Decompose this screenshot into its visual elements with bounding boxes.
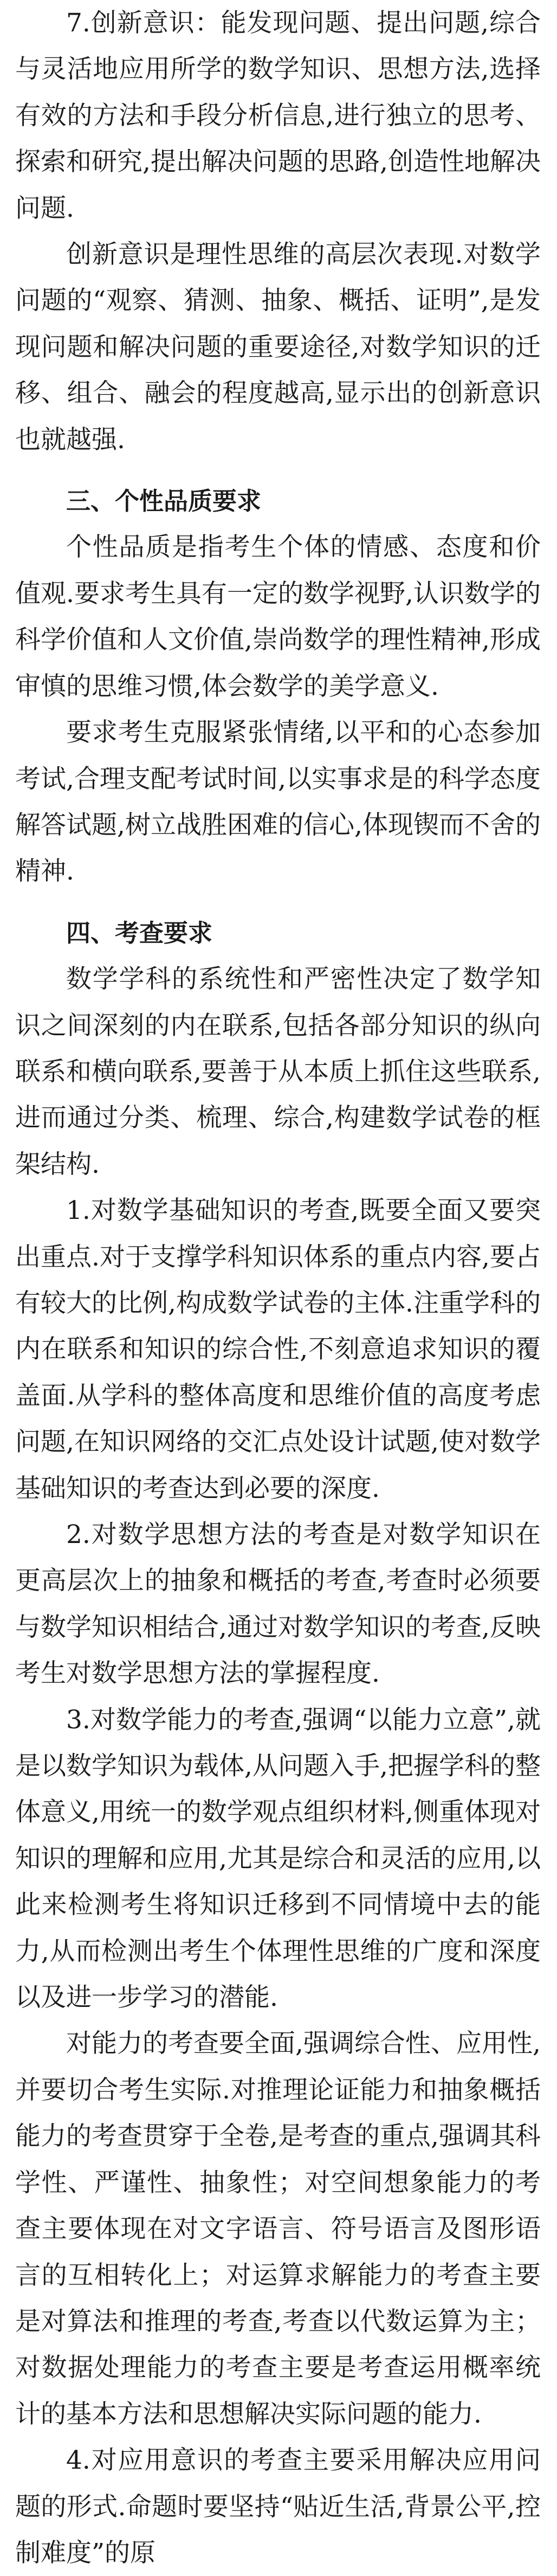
paragraph-thinking-methods: 2.对数学思想方法的考查是对数学知识在更高层次上的抽象和概括的考查,考查时必须要与数学知识相结合,通过对数学知识的考查,反映考生对数学思想方法的掌握程度. (15, 1520, 541, 1689)
paragraph-innovation-detail: 创新意识是理性思维的高层次表现.对数学问题的“观察、猜测、抽象、概括、证明”,是发现问题和解决问题的重要途径,对数学知识的迁移、组合、融会的程度越高,显示出的创新意识也就越强. (15, 240, 541, 455)
paragraph-application: 4.对应用意识的考查主要采用解决应用问题的形式.命题时要坚持“贴近生活,背景公平,控制难度”的原 (15, 2445, 541, 2568)
spacer (15, 895, 541, 902)
paragraph-innovation: 7.创新意识：能发现问题、提出问题,综合与灵活地应用所学的数学知识、思想方法,选择有效的方法和手段分析信息,进行独立的思考、探索和研究,提出解决问题的思路,创造性地解决问题. (15, 8, 541, 223)
section-heading-personality: 三、个性品质要求 (66, 487, 262, 516)
paragraph-ability: 3.对数学能力的考查,强调“以能力立意”,就是以数学知识为载体,从问题入手,把握学科的整体意义,用统一的数学观点组织材料,侧重体现对知识的理解和应用,尤其是综合和灵活的应用,以此来检测考生将知识迁移到不同情境中去的能力,从而检测出考生个体理性思维的广度和深度以及进一步学习的潜能. (15, 1705, 541, 2013)
paragraph-ability-detail: 对能力的考查要全面,强调综合性、应用性,并要切合考生实际.对推理论证能力和抽象概括能力的考查贯穿于全卷,是考查的重点,强调其科学性、严谨性、抽象性；对空间想象能力的考查主要体现在对文字语言、符号语言及图形语言的互相转化上；对运算求解能力的考查主要是对算法和推理的考查,考查以代数运算为主；对数据处理能力的考查主要是考查运用概率统计的基本方法和思想解决实际问题的能力. (15, 2029, 541, 2429)
paragraph-exam-attitude: 要求考生克服紧张情绪,以平和的心态参加考试,合理支配考试时间,以实事求是的科学态度解答试题,树立战胜困难的信心,体现锲而不舍的精神. (15, 718, 541, 887)
paragraph-personality: 个性品质是指考生个体的情感、态度和价值观.要求考生具有一定的数学视野,认识数学的科学价值和人文价值,崇尚数学的理性精神,形成审慎的思维习惯,体会数学的美学意义. (15, 532, 541, 701)
section-heading-assessment: 四、考查要求 (66, 918, 213, 947)
spacer (15, 463, 541, 470)
paragraph-basic-knowledge: 1.对数学基础知识的考查,既要全面又要突出重点.对于支撑学科知识体系的重点内容,要占有较大的比例,构成数学试卷的主体.注重学科的内在联系和知识的综合性,不刻意追求知识的覆盖面.从学科的整体高度和思维价值的高度考虑问题,在知识网络的交汇点处设计试题,使对数学基础知识的考查达到必要的深度. (15, 1196, 541, 1503)
paragraph-assessment-intro: 数学学科的系统性和严密性决定了数学知识之间深刻的内在联系,包括各部分知识的纵向联系和横向联系,要善于从本质上抓住这些联系,进而通过分类、梳理、综合,构建数学试卷的框架结构. (15, 964, 541, 1179)
